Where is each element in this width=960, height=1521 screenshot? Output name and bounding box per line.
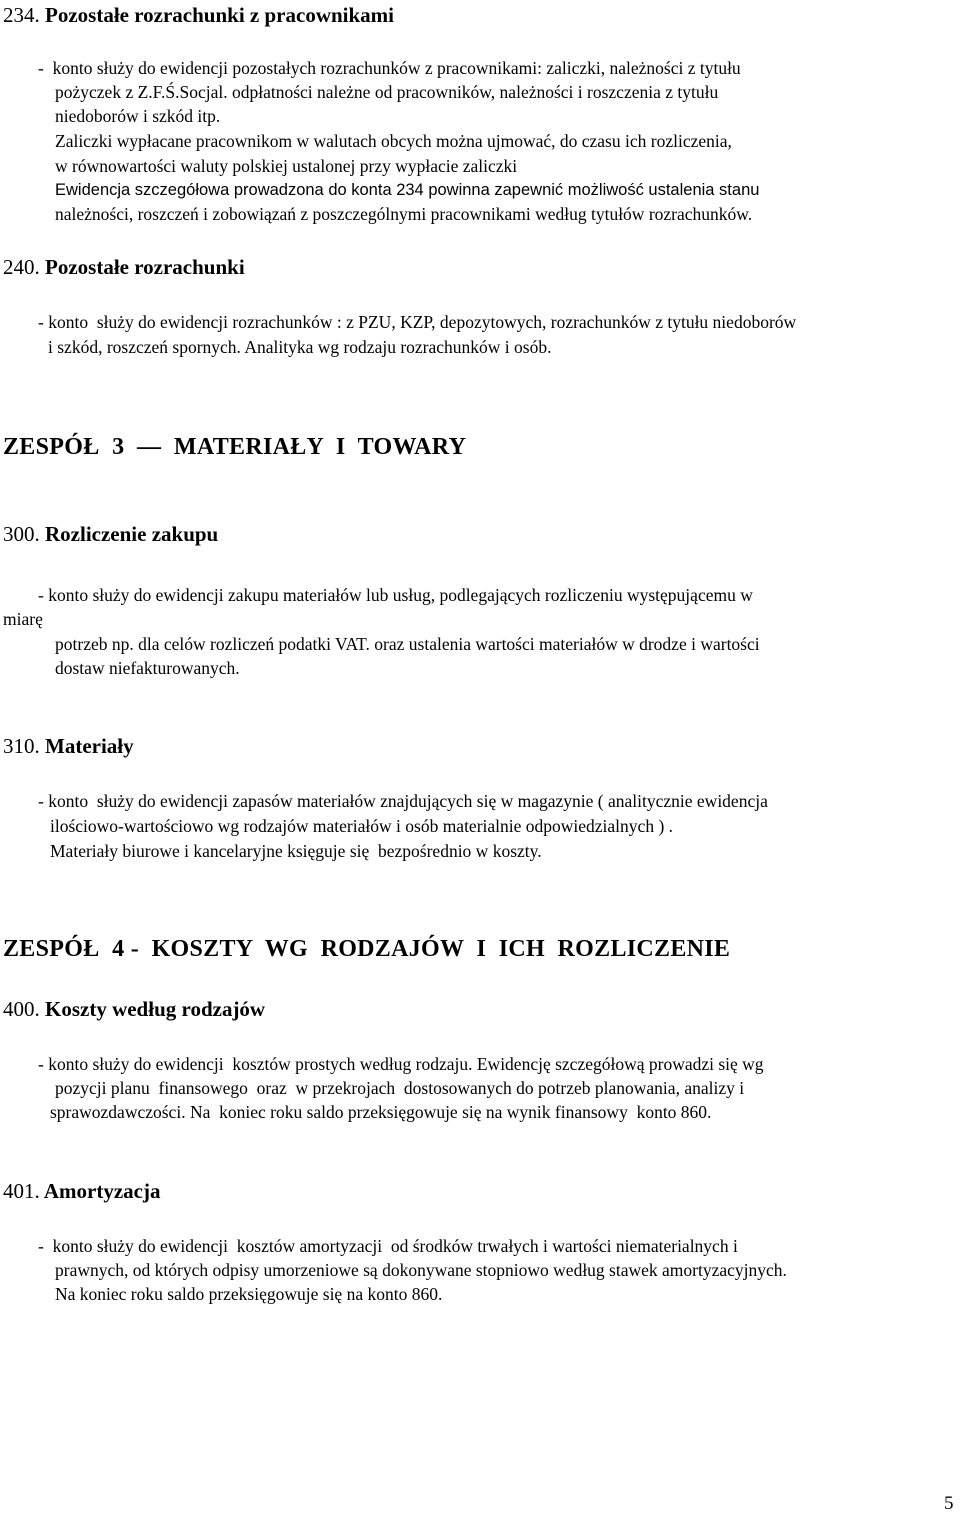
- section-400-title: Koszty według rodzajów: [45, 997, 266, 1021]
- section-310-title: Materiały: [45, 734, 134, 758]
- section-234-heading: [3, 2, 394, 28]
- section-300-line: potrzeb np. dla celów rozliczeń podatki VAT. oraz ustalenia wartości materiałów w drodze i wartości: [55, 634, 760, 654]
- section-240-line: - konto służy do ewidencji rozrachunków : z PZU, KZP, depozytowych, rozrachunków z tytułu niedoborów: [38, 312, 797, 332]
- section-234-number: 234.: [3, 3, 40, 27]
- section-234-line: należności, roszczeń i zobowiązań z poszczególnymi pracownikami według tytułów rozrachunków.: [55, 204, 753, 224]
- group-4-heading: ZESPÓŁ 4 - KOSZTY WG RODZAJÓW I ICH ROZLICZENIE: [3, 936, 731, 962]
- section-300-number: 300.: [3, 522, 40, 546]
- section-234-title: Pozostałe rozrachunki z pracownikami: [45, 3, 395, 27]
- section-310-line: - konto służy do ewidencji zapasów materiałów znajdujących się w magazynie ( analitycznie ewidencja: [38, 791, 768, 811]
- section-401-number: 401.: [3, 1179, 40, 1203]
- section-300-line: dostaw niefakturowanych.: [55, 658, 240, 678]
- section-234-line: - konto służy do ewidencji pozostałych rozrachunków z pracownikami: zaliczki, należności z tytułu: [38, 58, 741, 78]
- section-300-line: - konto służy do ewidencji zakupu materiałów lub usług, podlegających rozliczeniu występującemu w: [38, 585, 753, 605]
- section-240-line: i szkód, roszczeń spornych. Analityka wg rodzaju rozrachunków i osób.: [48, 337, 552, 357]
- section-310-line: Materiały biurowe i kancelaryjne księguje się bezpośrednio w koszty.: [50, 841, 542, 861]
- section-401-line: Na koniec roku saldo przeksięgowuje się na konto 860.: [55, 1284, 443, 1304]
- section-234-line: niedoborów i szkód itp.: [55, 106, 221, 126]
- section-300-title: Rozliczenie zakupu: [45, 522, 219, 546]
- section-400-number: 400.: [3, 997, 40, 1021]
- section-310-heading: [3, 733, 134, 759]
- section-234-line: w równowartości waluty polskiej ustalonej przy wypłacie zaliczki: [55, 156, 518, 176]
- section-240-number: 240.: [3, 255, 40, 279]
- section-401-line: prawnych, od których odpisy umorzeniowe są dokonywane stopniowo według stawek amortyzacyjnych.: [55, 1260, 787, 1280]
- section-234-line: pożyczek z Z.F.Ś.Socjal. odpłatności należne od pracowników, należności i roszczenia z tytułu: [55, 82, 719, 102]
- section-401-heading: [3, 1178, 160, 1204]
- section-240-heading: [3, 254, 245, 280]
- section-401-line: - konto służy do ewidencji kosztów amortyzacji od środków trwałych i wartości niematerialnych i: [38, 1236, 738, 1256]
- section-234-line: Zaliczki wypłacane pracownikom w walutach obcych można ujmować, do czasu ich rozliczenia,: [55, 131, 732, 151]
- section-400-line: sprawozdawczości. Na koniec roku saldo przeksięgowuje się na wynik finansowy konto 860.: [50, 1102, 712, 1122]
- section-300-heading: [3, 521, 218, 547]
- section-400-line: pozycji planu finansowego oraz w przekrojach dostosowanych do potrzeb planowania, analizy i: [55, 1078, 745, 1098]
- section-310-line: ilościowo-wartościowo wg rodzajów materiałów i osób materialnie odpowiedzialnych ) .: [50, 816, 674, 836]
- page-number: 5: [944, 1493, 954, 1514]
- section-310-number: 310.: [3, 734, 40, 758]
- group-3-heading: ZESPÓŁ 3 — MATERIAŁY I TOWARY: [3, 434, 467, 460]
- section-234-line: Ewidencja szczegółowa prowadzona do konta 234 powinna zapewnić możliwość ustalenia stanu: [55, 181, 760, 199]
- section-240-title: Pozostałe rozrachunki: [45, 255, 245, 279]
- section-300-line: miarę: [3, 609, 43, 629]
- section-400-heading: [3, 996, 265, 1022]
- section-401-title: Amortyzacja: [43, 1179, 161, 1203]
- section-400-line: - konto służy do ewidencji kosztów prostych według rodzaju. Ewidencję szczegółową prowadzi się wg: [38, 1054, 764, 1074]
